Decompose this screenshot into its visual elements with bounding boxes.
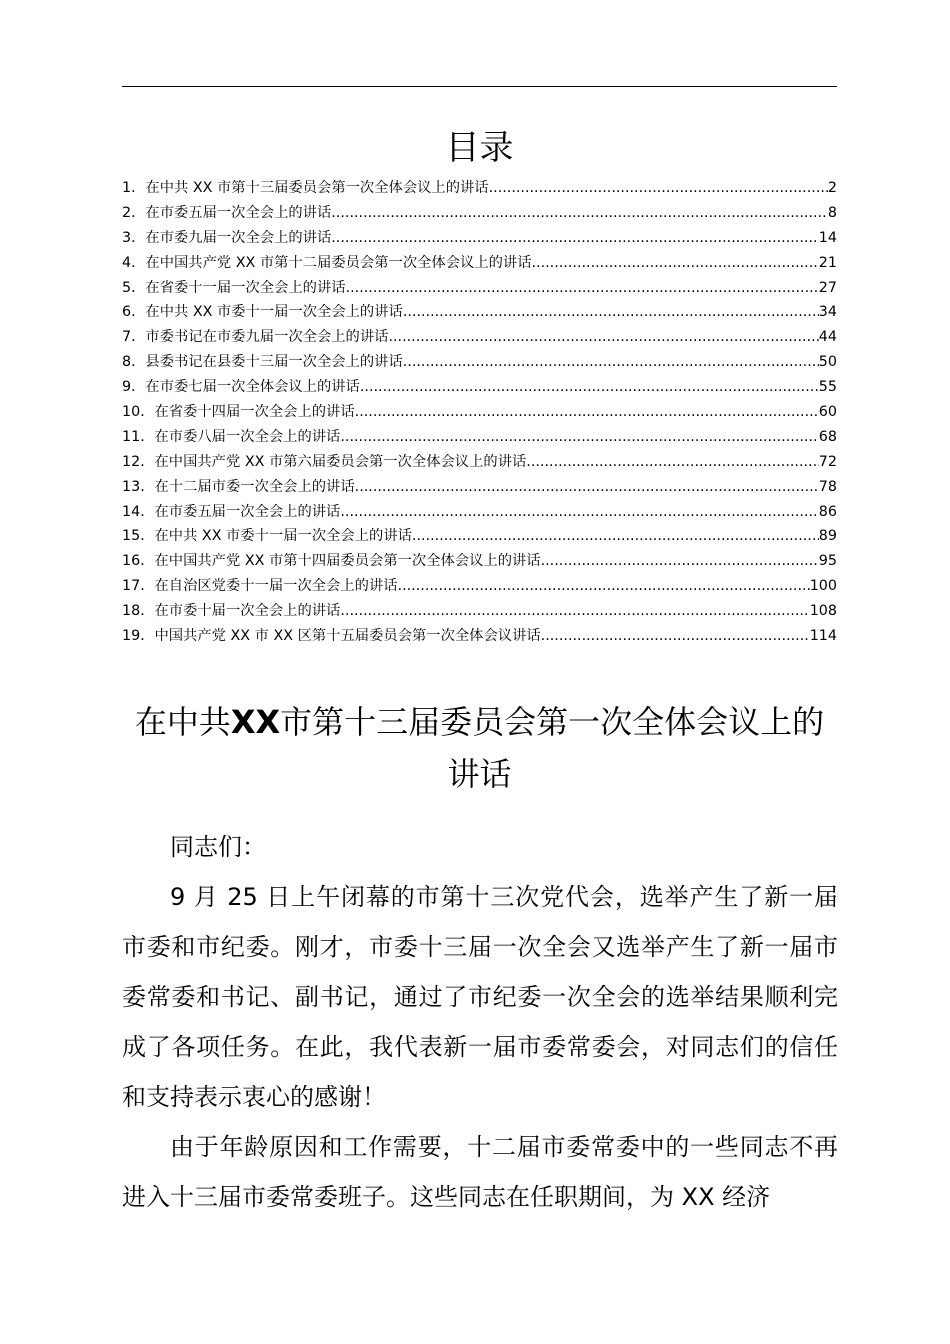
toc-entry[interactable] (122, 524, 837, 549)
toc-entry-label: 15．在中共 XX 市委十一届一次全会上的讲话 (122, 528, 412, 545)
toc-entry-label: 3．在市委九届一次全会上的讲话 (122, 229, 332, 246)
toc-entry-page: 72 (818, 453, 837, 470)
toc-entry-page: 21 (818, 254, 837, 271)
toc-dot-leader (340, 500, 818, 525)
toc-entry[interactable] (122, 276, 837, 301)
toc-entry-page: 60 (818, 404, 837, 421)
toc-dot-leader (331, 201, 828, 226)
toc-dot-leader (331, 226, 819, 251)
toc-entry-label: 17．在自治区党委十一届一次全会上的讲话 (122, 578, 398, 595)
toc-entry-page: 68 (818, 428, 837, 445)
toc-dot-leader (403, 350, 819, 375)
article-title-bold: XX (230, 703, 281, 741)
toc-entry-label: 13．在十二届市委一次全会上的讲话 (122, 478, 355, 495)
toc-entry-label: 8．县委书记在县委十三届一次全会上的讲话 (122, 354, 403, 371)
toc-dot-leader (398, 574, 810, 599)
toc-dot-leader (340, 425, 818, 450)
toc-entry-page: 2 (827, 180, 837, 196)
toc-entry[interactable] (122, 549, 837, 574)
toc-entry-label: 10．在省委十四届一次全会上的讲话 (122, 404, 355, 421)
toc-dot-leader (526, 450, 819, 475)
toc-dot-leader (346, 276, 819, 301)
toc-entry-label: 12．在中国共产党 XX 市第六届委员会第一次全体会议上的讲话 (122, 453, 527, 470)
toc-dot-leader (489, 176, 828, 201)
toc-entry-label: 11．在市委八届一次全会上的讲话 (122, 428, 341, 445)
toc-entry-page: 34 (818, 304, 837, 321)
toc-dot-leader (412, 524, 819, 549)
toc-dot-leader (340, 599, 809, 624)
toc-entry-page: 8 (827, 204, 837, 221)
toc-entry-label: 1．在中共 XX 市第十三届委员会第一次全体会议上的讲话 (122, 180, 489, 196)
toc-entry[interactable] (122, 350, 837, 375)
toc-entry-label: 14．在市委五届一次全会上的讲话 (122, 503, 341, 520)
toc-entry-page: 55 (818, 379, 837, 396)
toc-dot-leader (388, 325, 818, 350)
toc-entry-page: 14 (818, 229, 837, 246)
toc-entry-label: 6．在中共 XX 市委十一届一次全会上的讲话 (122, 304, 403, 321)
toc-entry-label: 5．在省委十一届一次全会上的讲话 (122, 279, 346, 296)
toc-entry[interactable] (122, 450, 837, 475)
toc-entry[interactable] (122, 325, 837, 350)
toc-entry-label: 18．在市委十届一次全会上的讲话 (122, 603, 341, 620)
toc-entry-page: 114 (809, 628, 837, 645)
article-body (122, 822, 838, 1222)
header-rule (122, 86, 837, 87)
toc-entry[interactable] (122, 176, 837, 201)
toc-entry[interactable] (122, 201, 837, 226)
toc-dot-leader (541, 624, 810, 649)
toc-entry-page: 89 (818, 528, 837, 545)
toc-entry[interactable] (122, 475, 837, 500)
toc-entry-label: 2．在市委五届一次全会上的讲话 (122, 204, 332, 221)
toc-entry-label: 4．在中国共产党 XX 市第十二届委员会第一次全体会议上的讲话 (122, 254, 532, 271)
body-paragraph: 由于年龄原因和工作需要，十二届市委常委中的一些同志不再进入十三届市委常委班子。这些同志在任职期间，为 XX 经济 (122, 1133, 838, 1211)
toc-entry-page: 95 (818, 553, 837, 570)
toc-entry[interactable] (122, 300, 837, 325)
toc-entry-page: 100 (809, 578, 837, 595)
article-title-prefix: 在中共 (134, 703, 231, 741)
toc-dot-leader (355, 400, 819, 425)
toc-entry-label: 7．市委书记在市委九届一次全会上的讲话 (122, 329, 389, 346)
toc-entry[interactable] (122, 400, 837, 425)
toc-dot-leader (360, 375, 819, 400)
salutation: 同志们： (170, 833, 266, 861)
toc-dot-leader (403, 300, 819, 325)
article-title-suffix: 市第十三届委员会第一次全体会议上的讲话 (280, 703, 825, 793)
toc-entry[interactable] (122, 425, 837, 450)
toc-dot-leader (355, 475, 819, 500)
toc-entry[interactable] (122, 624, 837, 649)
toc-entry[interactable] (122, 574, 837, 599)
toc-title: 目录 (445, 128, 514, 168)
body-paragraph: 9 月 25 日上午闭幕的市第十三次党代会，选举产生了新一届市委和市纪委。刚才，市委十三届一次全会又选举产生了新一届市委常委和书记、副书记，通过了市纪委一次全会的选举结果顺利完成了各项任务。在此，我代表新一届市委常委会，对同志们的信任和支持表示衷心的感谢！ (122, 883, 838, 1111)
toc-entry-page: 108 (809, 603, 837, 620)
toc-dot-leader (532, 251, 819, 276)
toc-entry-page: 78 (818, 478, 837, 495)
toc-entry-page: 86 (818, 503, 837, 520)
toc-entry[interactable] (122, 500, 837, 525)
article-title (122, 696, 837, 800)
toc-entry[interactable] (122, 599, 837, 624)
toc-entry-page: 44 (818, 329, 837, 346)
toc-entry[interactable] (122, 251, 837, 276)
toc-entry-label: 9．在市委七届一次全体会议上的讲话 (122, 379, 360, 396)
toc-entry[interactable] (122, 226, 837, 251)
toc-dot-leader (541, 549, 819, 574)
toc-entry-page: 50 (818, 354, 837, 371)
toc-entry-page: 27 (818, 279, 837, 296)
toc-entry[interactable] (122, 375, 837, 400)
toc-entry-label: 16．在中国共产党 XX 市第十四届委员会第一次全体会议上的讲话 (122, 553, 541, 570)
toc-entry-label: 19．中国共产党 XX 市 XX 区第十五届委员会第一次全体会议讲话 (122, 628, 541, 645)
table-of-contents (122, 176, 837, 649)
